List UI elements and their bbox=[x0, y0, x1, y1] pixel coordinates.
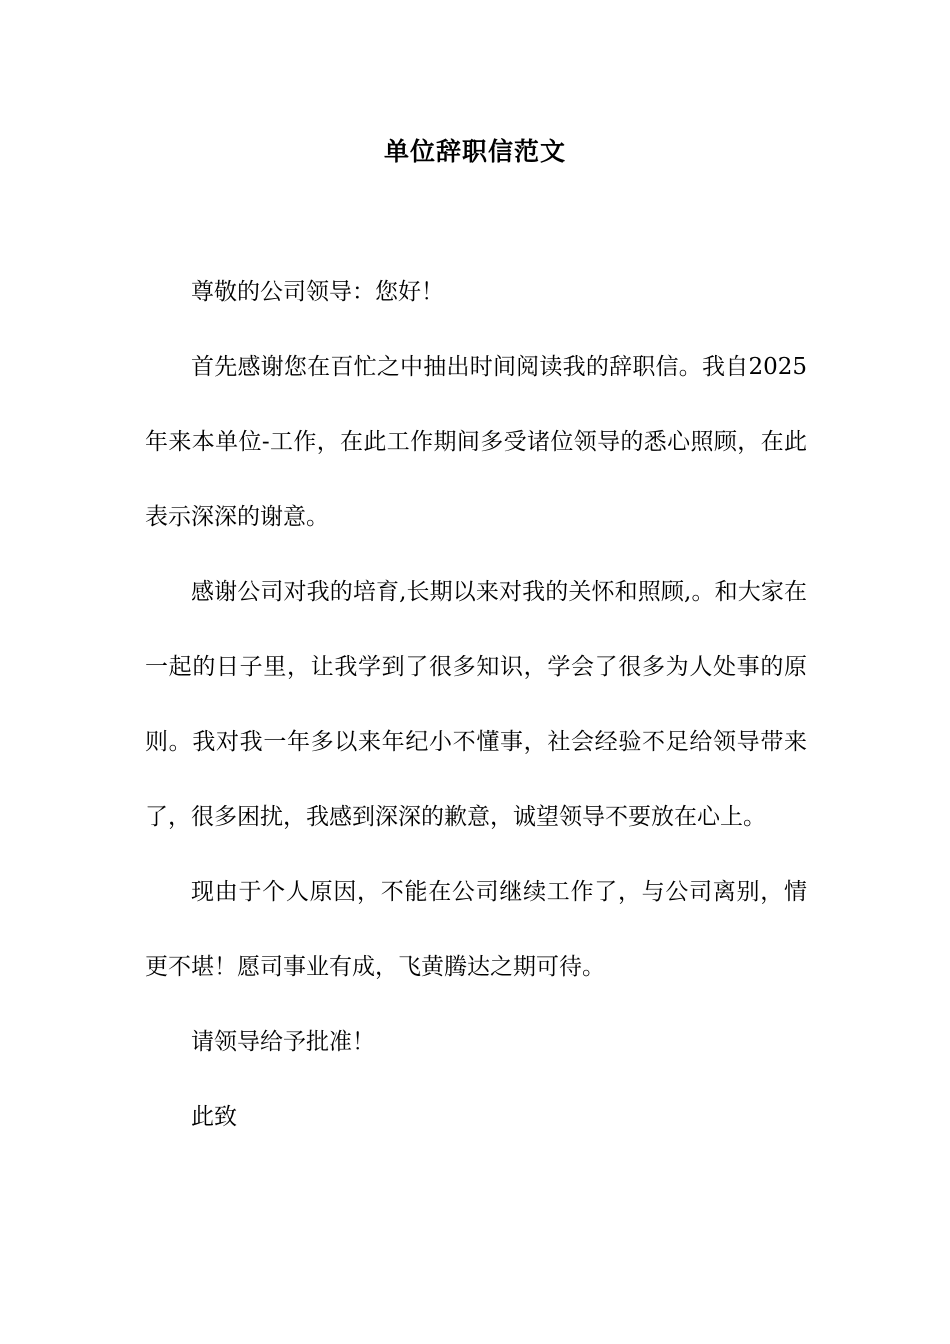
salutation-paragraph: 尊敬的公司领导：您好！ bbox=[191, 279, 444, 305]
reason-paragraph: 现由于个人原因，不能在公司继续工作了，与公司离别，情更不堪！愿司事业有成，飞黄腾达之期可待。 bbox=[145, 879, 807, 980]
gratitude-paragraph: 首先感谢您在百忙之中抽出时间阅读我的辞职信。我自2025年来本单位-工作，在此工作期间多受诸位领导的悉心照顾，在此表示深深的谢意。 bbox=[145, 354, 807, 530]
closing-paragraph: 此致 bbox=[191, 1104, 237, 1130]
request-paragraph: 请领导给予批准！ bbox=[191, 1029, 375, 1055]
appreciation-paragraph: 感谢公司对我的培育,长期以来对我的关怀和照顾,。和大家在一起的日子里，让我学到了很多知识，学会了很多为人处事的原则。我对我一年多以来年纪小不懂事，社会经验不足给领导带来了，很多困扰，我感到深深的歉意，诚望领导不要放在心上。 bbox=[145, 579, 807, 830]
document-body bbox=[145, 255, 807, 1155]
document-title: 单位辞职信范文 bbox=[383, 137, 566, 166]
